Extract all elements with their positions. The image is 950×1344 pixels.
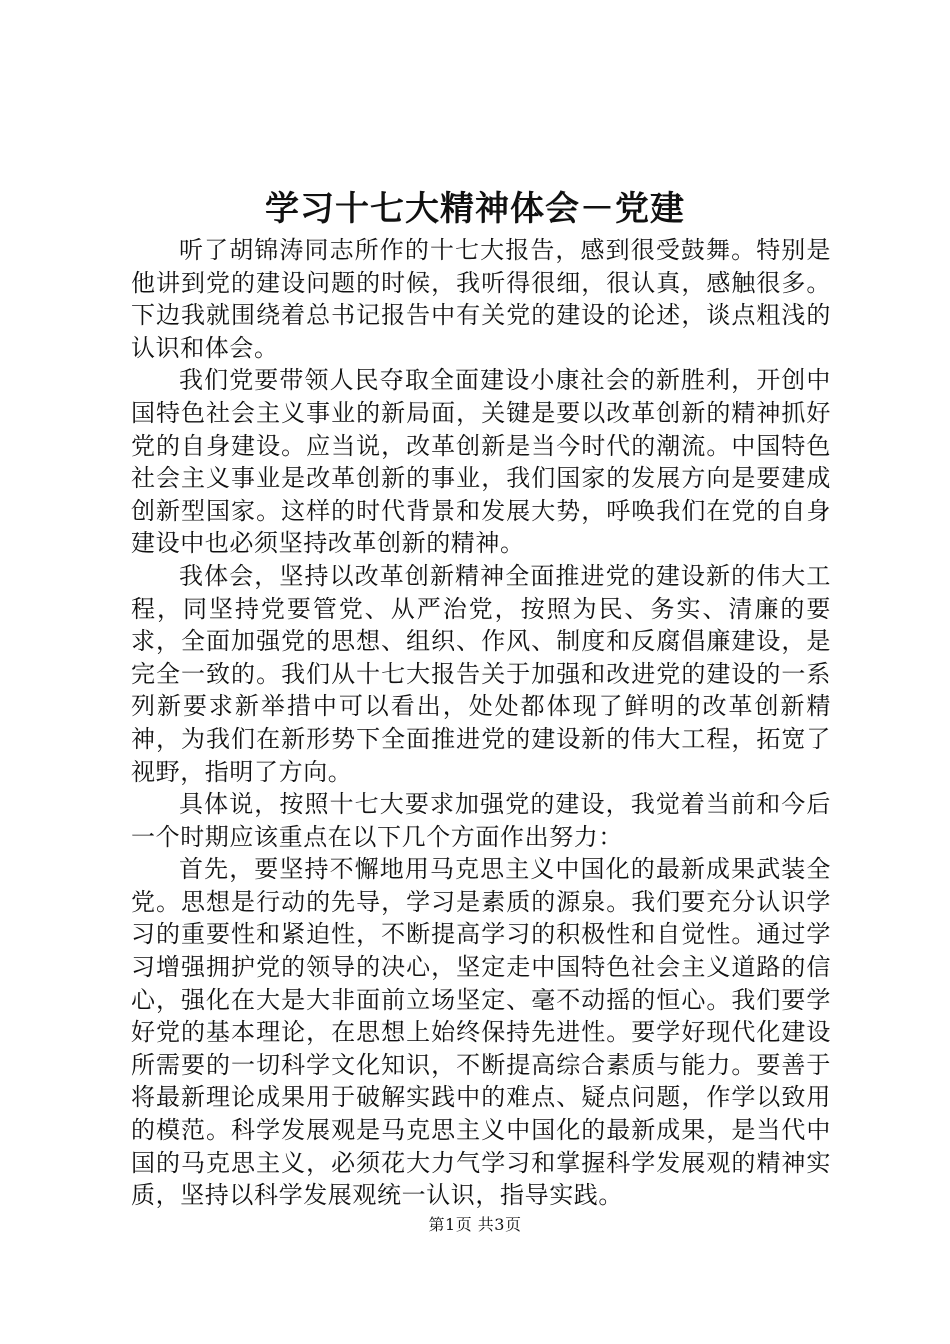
- page-footer: 第1页 共3页: [428, 1215, 522, 1234]
- paragraph-5: 首先，要坚持不懈地用马克思主义中国化的最新成果武装全党。思想是行动的先导，学习是素质的源泉。我们要充分认识学习的重要性和紧迫性，不断提高学习的积极性和自觉性。通过学习增强拥护党的领导的决心，坚定走中国特色社会主义道路的信心，强化在大是大非面前立场坚定、毫不动摇的恒心。我们要学好党的基本理论，在思想上始终保持先进性。要学好现代化建设所需要的一切科学文化知识，不断提高综合素质与能力。要善于将最新理论成果用于破解实践中的难点、疑点问题，作学以致用的模范。科学发展观是马克思主义中国化的最新成果，是当代中国的马克思主义，必须花大力气学习和掌握科学发展观的精神实质，坚持以科学发展观统一认识，指导实践。: [131, 855, 831, 1210]
- paragraph-2: 我们党要带领人民夺取全面建设小康社会的新胜利，开创中国特色社会主义事业的新局面，关键是要以改革创新的精神抓好党的自身建设。应当说，改革创新是当今时代的潮流。中国特色社会主义事业是改革创新的事业，我们国家的发展方向是要建成创新型国家。这样的时代背景和发展大势，呼唤我们在党的自身建设中也必须坚持改革创新的精神。: [131, 366, 831, 558]
- document-title: 学习十七大精神体会－党建: [265, 189, 685, 229]
- paragraph-1: 听了胡锦涛同志所作的十七大报告，感到很受鼓舞。特别是他讲到党的建设问题的时候，我听得很细，很认真，感触很多。下边我就围绕着总书记报告中有关党的建设的论述，谈点粗浅的认识和体会。: [131, 236, 831, 362]
- paragraph-3: 我体会，坚持以改革创新精神全面推进党的建设新的伟大工程，同坚持党要管党、从严治党，按照为民、务实、清廉的要求，全面加强党的思想、组织、作风、制度和反腐倡廉建设，是完全一致的。我们从十七大报告关于加强和改进党的建设的一系列新要求新举措中可以看出，处处都体现了鲜明的改革创新精神，为我们在新形势下全面推进党的建设新的伟大工程，拓宽了视野，指明了方向。: [131, 561, 831, 786]
- paragraph-4: 具体说，按照十七大要求加强党的建设，我觉着当前和今后一个时期应该重点在以下几个方面作出努力：: [131, 790, 831, 851]
- document-body: [131, 234, 831, 1212]
